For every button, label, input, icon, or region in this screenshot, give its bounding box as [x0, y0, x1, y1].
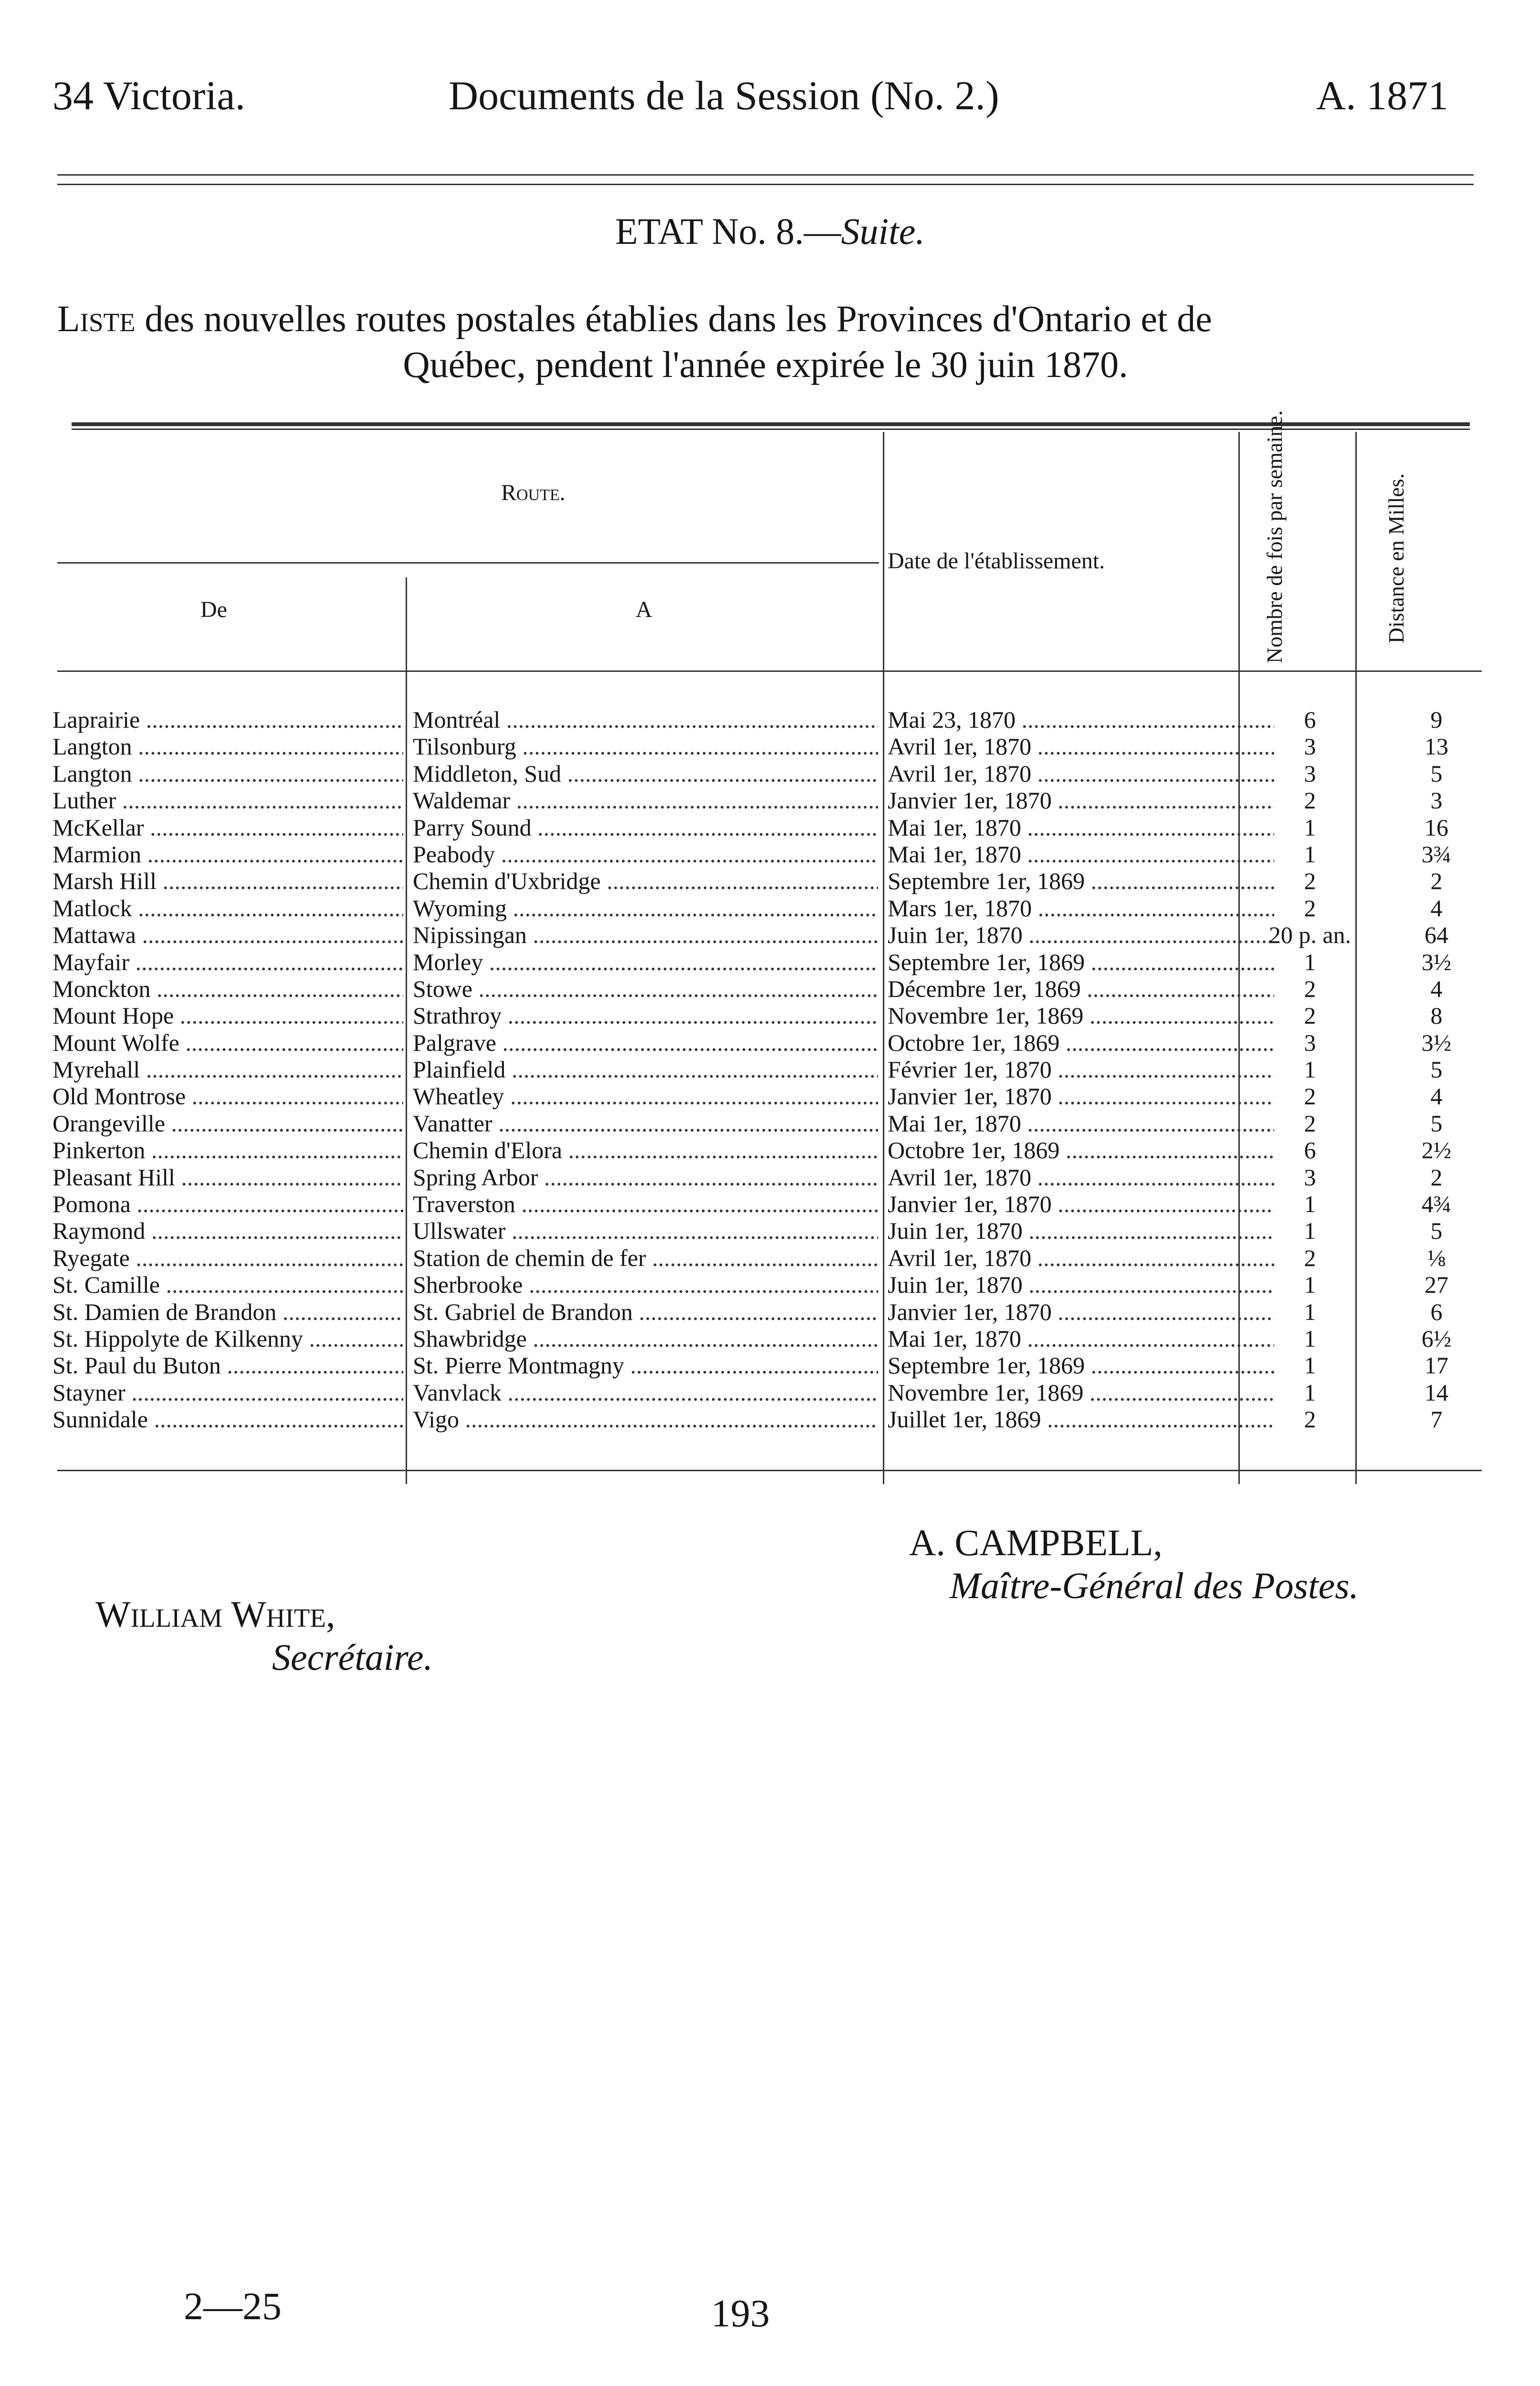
- cell-distance: 27: [1425, 1271, 1448, 1298]
- cell-distance: 3¾: [1421, 840, 1452, 868]
- running-header-title: Documents de la Session (No. 2.): [449, 73, 999, 118]
- cell-a: Strathroy .....: [413, 1002, 878, 1029]
- cell-de: Ryegate .....: [52, 1245, 403, 1271]
- signatory-title: [950, 1563, 1359, 1609]
- cell-de: Pinkerton .....: [52, 1137, 403, 1163]
- cell-nombre: 1: [1304, 1298, 1316, 1325]
- cell-date: Mars 1er, 1870 .....: [888, 895, 1274, 921]
- cell-a: Tilsonburg .....: [413, 733, 878, 760]
- cell-distance: 6: [1430, 1298, 1443, 1325]
- table-row: [52, 1298, 1477, 1325]
- cell-de: Langton .....: [52, 733, 403, 760]
- cell-date: Octobre 1er, 1869 .....: [888, 1137, 1274, 1163]
- cell-nombre: 1: [1304, 948, 1316, 975]
- header-bottom-rule: [57, 670, 1482, 672]
- cell-de: Laprairie .....: [52, 706, 403, 733]
- table-row: [52, 921, 1477, 948]
- cell-a: St. Gabriel de Brandon .....: [413, 1298, 878, 1325]
- signatory-name: A. CAMPBELL,: [909, 1522, 1163, 1563]
- table-row: [52, 1191, 1477, 1217]
- table-bottom-rule: [57, 1470, 1482, 1471]
- table-row: [52, 975, 1477, 1002]
- table-row: [52, 895, 1477, 921]
- cell-de: Pomona .....: [52, 1191, 403, 1217]
- cell-a: Vanatter .....: [413, 1110, 878, 1137]
- table-row: [52, 1029, 1477, 1056]
- cell-a: Wyoming .....: [413, 895, 878, 921]
- table-row: [52, 787, 1477, 814]
- cell-distance: 6½: [1421, 1325, 1452, 1352]
- cell-distance: 2½: [1421, 1137, 1452, 1164]
- cell-date: Septembre 1er, 1869 .....: [888, 1352, 1274, 1379]
- cell-nombre: 1: [1304, 1217, 1316, 1245]
- statement-suite: Suite.: [841, 210, 925, 252]
- cell-a: Shawbridge .....: [413, 1325, 878, 1352]
- cell-distance: 5: [1430, 1217, 1443, 1245]
- cell-a: Middleton, Sud .....: [413, 760, 878, 787]
- cell-a: Montréal .....: [413, 706, 878, 733]
- table-row: [52, 1406, 1477, 1433]
- table-row: [52, 1056, 1477, 1083]
- cell-date: Mai 23, 1870 .....: [888, 706, 1274, 733]
- cell-date: Mai 1er, 1870 .....: [888, 814, 1274, 841]
- column-header-distance: Distance en Milles.: [1384, 473, 1408, 644]
- cell-nombre: 2: [1304, 868, 1316, 895]
- column-header-a: A: [636, 597, 652, 622]
- table-row: [52, 1245, 1477, 1271]
- cell-distance: 9: [1430, 706, 1443, 733]
- cell-de: St. Hippolyte de Kilkenny .....: [52, 1325, 403, 1352]
- cell-distance: 5: [1430, 1109, 1443, 1137]
- signatory-title-text: Maître-Général des Postes.: [950, 1565, 1359, 1606]
- table-body: [52, 706, 1477, 1433]
- column-header-de: De: [200, 597, 227, 622]
- secretary-title-text: Secrétaire.: [272, 1636, 433, 1678]
- cell-de: Marmion .....: [52, 841, 403, 868]
- cell-a: Vigo .....: [413, 1406, 878, 1433]
- cell-nombre: 1: [1304, 1056, 1316, 1083]
- table-row: [52, 733, 1477, 760]
- cell-a: Station de chemin de fer .....: [413, 1245, 878, 1271]
- cell-date: Avril 1er, 1870 .....: [888, 733, 1274, 760]
- cell-de: Stayner .....: [52, 1379, 403, 1406]
- secretary-name: William White,: [95, 1593, 335, 1635]
- cell-nombre: 1: [1304, 814, 1316, 841]
- cell-date: Juin 1er, 1870 .....: [888, 921, 1274, 948]
- cell-date: Novembre 1er, 1869 .....: [888, 1379, 1274, 1406]
- cell-distance: 3½: [1421, 1029, 1452, 1056]
- cell-a: Chemin d'Elora .....: [413, 1137, 878, 1163]
- cell-de: Mayfair .....: [52, 949, 403, 975]
- cell-nombre: 1: [1304, 1325, 1316, 1352]
- cell-date: Février 1er, 1870 .....: [888, 1056, 1274, 1083]
- cell-a: Vanvlack .....: [413, 1379, 878, 1406]
- cell-de: Myrehall .....: [52, 1056, 403, 1083]
- table-row: [52, 1352, 1477, 1379]
- route-subheader-rule: [57, 562, 879, 564]
- subtitle-text-1: des nouvelles routes postales établies dans les Provinces d'Ontario et de: [145, 298, 1212, 339]
- running-header-left: 34 Victoria.: [52, 73, 246, 118]
- cell-distance: 5: [1430, 1056, 1443, 1083]
- cell-a: Chemin d'Uxbridge .....: [413, 868, 878, 894]
- cell-date: Juin 1er, 1870 .....: [888, 1271, 1274, 1298]
- cell-nombre: 2: [1304, 1406, 1316, 1433]
- statement-number: ETAT No. 8.—: [615, 210, 841, 252]
- cell-a: St. Pierre Montmagny .....: [413, 1352, 878, 1379]
- cell-date: Septembre 1er, 1869 .....: [888, 868, 1274, 894]
- cell-de: McKellar .....: [52, 814, 403, 841]
- cell-de: Matlock .....: [52, 895, 403, 921]
- cell-de: Sunnidale .....: [52, 1406, 403, 1433]
- subtitle-line-2: Québec, pendent l'année expirée le 30 juin 1870.: [403, 344, 1128, 385]
- cell-date: Octobre 1er, 1869 .....: [888, 1029, 1274, 1056]
- header-rule-bottom: [57, 184, 1474, 185]
- cell-date: Avril 1er, 1870 .....: [888, 1245, 1274, 1271]
- cell-de: Marsh Hill .....: [52, 868, 403, 894]
- cell-nombre: 2: [1304, 787, 1316, 814]
- cell-a: Nipissingan .....: [413, 921, 878, 948]
- cell-distance: 4: [1430, 894, 1443, 921]
- cell-date: Janvier 1er, 1870 .....: [888, 1083, 1274, 1109]
- cell-distance: 4¾: [1421, 1191, 1452, 1218]
- cell-date: Janvier 1er, 1870 .....: [888, 787, 1274, 814]
- table-row: [52, 706, 1477, 733]
- column-header-nombre: Nombre de fois par semaine.: [1262, 410, 1287, 663]
- cell-date: Juillet 1er, 1869 .....: [888, 1406, 1274, 1433]
- cell-nombre: 1: [1304, 1191, 1316, 1218]
- cell-distance: 2: [1430, 868, 1443, 895]
- cell-nombre: 3: [1304, 733, 1316, 760]
- cell-nombre: 2: [1304, 975, 1316, 1002]
- route-group-header: Route.: [501, 480, 566, 505]
- cell-nombre: 3: [1304, 1163, 1316, 1191]
- cell-de: Mount Hope .....: [52, 1002, 403, 1029]
- statement-title: [0, 210, 1540, 253]
- table-row: [52, 814, 1477, 841]
- cell-nombre: 6: [1304, 706, 1316, 733]
- cell-nombre: 1: [1304, 1352, 1316, 1379]
- cell-distance: 2: [1430, 1163, 1443, 1191]
- table-top-rule-inner: [72, 429, 1470, 430]
- cell-nombre: 1: [1304, 1271, 1316, 1298]
- cell-de: St. Camille .....: [52, 1271, 403, 1298]
- cell-distance: ⅛: [1427, 1244, 1446, 1271]
- running-header-year: A. 1871: [1316, 73, 1449, 118]
- cell-distance: 4: [1430, 975, 1443, 1002]
- table-row: [52, 1002, 1477, 1029]
- cell-date: Avril 1er, 1870 .....: [888, 1164, 1274, 1191]
- cell-nombre: 3: [1304, 760, 1316, 787]
- cell-date: Juin 1er, 1870 .....: [888, 1217, 1274, 1244]
- subtitle-line-1: [57, 296, 1474, 342]
- cell-distance: 13: [1425, 733, 1448, 760]
- cell-de: St. Paul du Buton .....: [52, 1352, 403, 1379]
- cell-distance: 64: [1425, 921, 1448, 949]
- cell-a: Parry Sound .....: [413, 814, 878, 841]
- cell-a: Stowe .....: [413, 975, 878, 1002]
- cell-de: Raymond .....: [52, 1217, 403, 1244]
- table-row: [52, 1379, 1477, 1406]
- cell-distance: 17: [1425, 1352, 1448, 1379]
- cell-date: Mai 1er, 1870 .....: [888, 1110, 1274, 1137]
- cell-de: Old Montrose .....: [52, 1083, 403, 1109]
- cell-distance: 3½: [1421, 948, 1452, 975]
- cell-distance: 5: [1430, 760, 1443, 787]
- statement-subtitle: [57, 296, 1474, 387]
- cell-a: Plainfield .....: [413, 1056, 878, 1083]
- cell-a: Traverston .....: [413, 1191, 878, 1217]
- cell-date: Septembre 1er, 1869 .....: [888, 949, 1274, 975]
- cell-date: Avril 1er, 1870 .....: [888, 760, 1274, 787]
- footer-signature-mark: 2—25: [184, 2284, 282, 2328]
- cell-a: Morley .....: [413, 949, 878, 975]
- cell-distance: 16: [1425, 814, 1448, 841]
- cell-a: Sherbrooke .....: [413, 1271, 878, 1298]
- table-row: [52, 760, 1477, 787]
- table-row: [52, 841, 1477, 868]
- table-row: [52, 1271, 1477, 1298]
- cell-de: Mount Wolfe .....: [52, 1029, 403, 1056]
- table-top-rule: [72, 422, 1470, 426]
- cell-de: Orangeville .....: [52, 1110, 403, 1137]
- cell-de: St. Damien de Brandon .....: [52, 1298, 403, 1325]
- cell-de: Mattawa .....: [52, 921, 403, 948]
- cell-distance: 7: [1430, 1406, 1443, 1433]
- liste-word: Liste: [57, 298, 136, 339]
- cell-de: Monckton .....: [52, 975, 403, 1002]
- page-number: 193: [711, 2292, 770, 2335]
- table-row: [52, 1083, 1477, 1109]
- cell-nombre: 2: [1304, 1244, 1316, 1271]
- table-row: [52, 1325, 1477, 1352]
- cell-a: Palgrave .....: [413, 1029, 878, 1056]
- cell-a: Wheatley .....: [413, 1083, 878, 1109]
- cell-a: Ullswater .....: [413, 1217, 878, 1244]
- cell-nombre: 2: [1304, 1002, 1316, 1029]
- cell-de: Luther .....: [52, 787, 403, 814]
- table-row: [52, 868, 1477, 894]
- column-header-date: Date de l'établissement.: [888, 548, 1105, 574]
- cell-date: Janvier 1er, 1870 .....: [888, 1191, 1274, 1217]
- table-row: [52, 1137, 1477, 1163]
- cell-date: Mai 1er, 1870 .....: [888, 841, 1274, 868]
- table-row: [52, 1217, 1477, 1244]
- cell-distance: 4: [1430, 1083, 1443, 1110]
- cell-date: Décembre 1er, 1869 .....: [888, 975, 1274, 1002]
- cell-nombre: 1: [1304, 840, 1316, 868]
- cell-nombre: 6: [1304, 1137, 1316, 1164]
- cell-de: Pleasant Hill .....: [52, 1164, 403, 1191]
- cell-nombre: 2: [1304, 1083, 1316, 1110]
- cell-nombre: 3: [1304, 1029, 1316, 1056]
- secretary-title: [272, 1634, 433, 1680]
- cell-nombre: 2: [1304, 894, 1316, 921]
- cell-nombre: 2: [1304, 1109, 1316, 1137]
- table-row: [52, 1110, 1477, 1137]
- cell-a: Peabody .....: [413, 841, 878, 868]
- cell-a: Waldemar .....: [413, 787, 878, 814]
- cell-de: Langton .....: [52, 760, 403, 787]
- cell-a: Spring Arbor .....: [413, 1164, 878, 1191]
- cell-distance: 14: [1425, 1379, 1448, 1406]
- cell-distance: 8: [1430, 1002, 1443, 1029]
- cell-distance: 3: [1430, 787, 1443, 814]
- cell-date: Mai 1er, 1870 .....: [888, 1325, 1274, 1352]
- cell-date: Janvier 1er, 1870 .....: [888, 1298, 1274, 1325]
- cell-nombre: 1: [1304, 1379, 1316, 1406]
- table-row: [52, 1164, 1477, 1191]
- cell-date: Novembre 1er, 1869 .....: [888, 1002, 1274, 1029]
- header-rule-top: [57, 174, 1474, 176]
- cell-nombre: 20 p. an.: [1268, 921, 1351, 949]
- table-row: [52, 949, 1477, 975]
